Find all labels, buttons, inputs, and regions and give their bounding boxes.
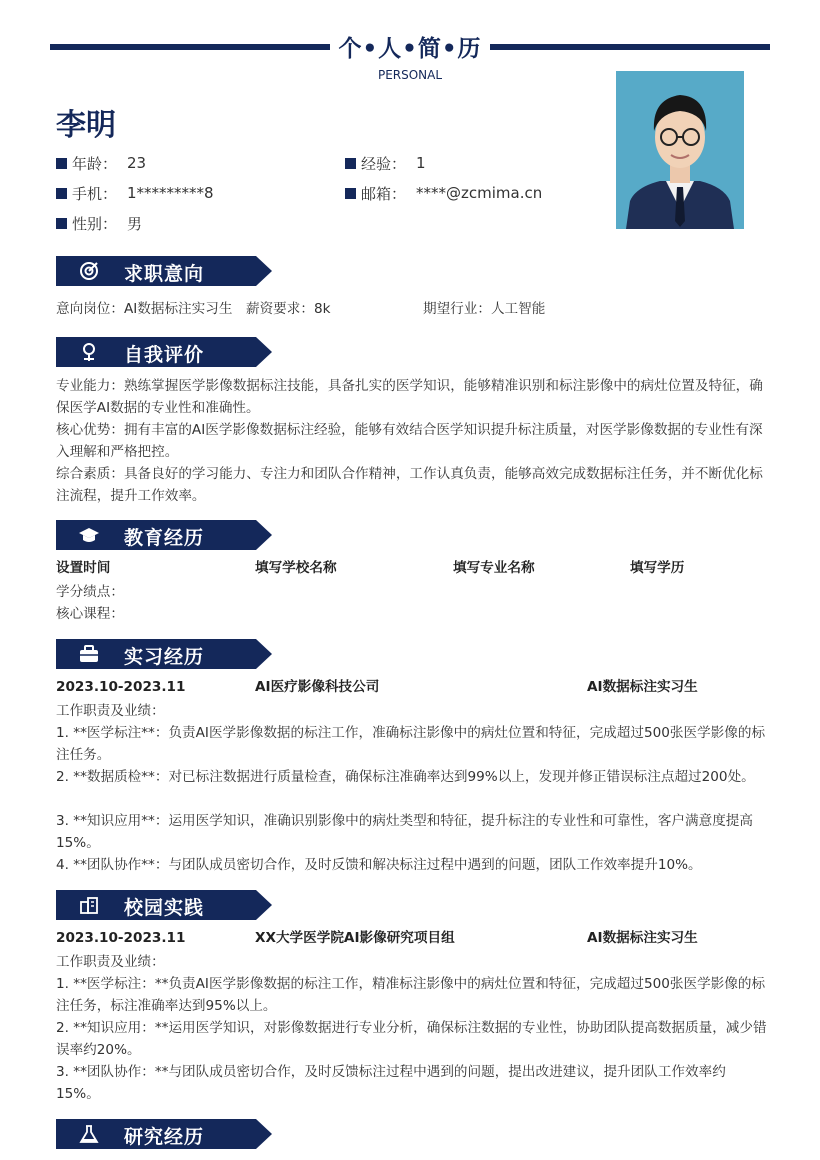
graduation-cap-icon	[78, 525, 100, 545]
phone-label: 手机：	[72, 184, 118, 203]
internship-company: AI医疗影像科技公司	[255, 679, 380, 695]
evaluation-item: 专业能力：熟练掌握医学影像数据标注技能，具备扎实的医学知识，能够精准识别和标注影像中的病灶位置及特征，确保医学AI数据的专业性和准确性。	[56, 378, 763, 416]
section-title: 实习经历	[124, 646, 205, 668]
briefcase-icon	[78, 644, 100, 664]
page-subtitle: PERSONAL	[377, 68, 443, 82]
education-school: 填写学校名称	[255, 560, 337, 576]
section-header-internship	[56, 639, 272, 669]
section-title: 研究经历	[124, 1126, 205, 1148]
flask-icon	[78, 1124, 100, 1144]
experience-label: 经验：	[361, 154, 407, 173]
internship-item: 2. **数据质检**：对已标注数据进行质量检查，确保标注准确率达到99%以上，发现并修正错误标注点超过200处。	[56, 769, 755, 785]
target-icon	[78, 261, 100, 281]
section-header-research	[56, 1119, 272, 1149]
profile-photo	[616, 71, 744, 229]
section-header-evaluation	[56, 337, 272, 367]
evaluation-item: 核心优势：拥有丰富的AI医学影像数据标注经验，能够有效结合医学知识提升标注质量，对医学影像数据的专业性有深入理解和严格把控。	[56, 422, 763, 460]
phone-value: 1*********8	[127, 184, 214, 202]
bullet-square-icon	[56, 158, 67, 169]
education-major: 填写专业名称	[453, 560, 535, 576]
title-bar-left	[50, 44, 330, 50]
campus-period: 2023.10-2023.11	[56, 930, 186, 946]
campus-item: 3. **团队协作：**与团队成员密切合作，及时反馈标注过程中遇到的问题，提出改进建议，提升团队工作效率约15%。	[56, 1064, 726, 1102]
page-title: 个•人•简•历	[338, 36, 482, 62]
candidate-name: 李明	[56, 108, 116, 143]
section-header-intention	[56, 256, 272, 286]
gender-value: 男	[127, 214, 143, 233]
section-title: 教育经历	[124, 527, 205, 549]
education-gpa-label: 学分绩点：	[56, 584, 124, 600]
education-courses-label: 核心课程：	[56, 606, 124, 622]
campus-item: 1. **医学标注：**负责AI医学影像数据的标注工作，精准标注影像中的病灶位置和特征，完成超过500张医学影像的标注任务，标注准确率达到95%以上。	[56, 976, 766, 1014]
bullet-square-icon	[345, 158, 356, 169]
info-email	[345, 183, 542, 203]
title-bar-right	[490, 44, 770, 50]
section-header-campus	[56, 890, 272, 920]
intention-industry: 期望行业：人工智能	[423, 301, 546, 317]
internship-item: 1. **医学标注**：负责AI医学影像数据的标注工作，准确标注影像中的病灶位置和特征，完成超过500张医学影像的标注任务。	[56, 725, 766, 763]
section-title: 求职意向	[124, 263, 205, 285]
section-title: 自我评价	[124, 344, 205, 366]
info-age	[56, 153, 146, 173]
section-header-education	[56, 520, 272, 550]
internship-item: 4. **团队协作**：与团队成员密切合作，及时反馈和解决标注过程中遇到的问题，团队工作效率提升10%。	[56, 857, 702, 873]
gender-label: 性别：	[72, 214, 118, 233]
internship-item: 3. **知识应用**：运用医学知识，准确识别影像中的病灶类型和特征，提升标注的专业性和可靠性，客户满意度提高15%。	[56, 813, 753, 851]
education-time: 设置时间	[56, 560, 111, 576]
bullet-square-icon	[56, 218, 67, 229]
age-value: 23	[127, 154, 147, 172]
email-label: 邮箱：	[361, 184, 407, 203]
bullet-square-icon	[56, 188, 67, 199]
award-icon	[78, 342, 100, 362]
evaluation-item: 综合素质：具备良好的学习能力、专注力和团队合作精神，工作认真负责，能够高效完成数据标注任务，并不断优化标注流程，提升工作效率。	[56, 466, 763, 504]
campus-org: XX大学医学院AI影像研究项目组	[255, 930, 455, 946]
intention-position: 意向岗位：AI数据标注实习生	[56, 301, 233, 317]
building-icon	[78, 895, 100, 915]
internship-period: 2023.10-2023.11	[56, 679, 186, 695]
campus-duty-label: 工作职责及业绩：	[56, 954, 165, 970]
internship-role: AI数据标注实习生	[587, 679, 698, 695]
email-value: ****@zcmima.cn	[416, 184, 543, 202]
campus-item: 2. **知识应用：**运用医学知识，对影像数据进行专业分析，确保标注数据的专业性，协助团队提高数据质量，减少错误率约20%。	[56, 1020, 767, 1058]
info-phone	[56, 183, 214, 203]
age-label: 年龄：	[72, 154, 118, 173]
internship-duty-label: 工作职责及业绩：	[56, 703, 165, 719]
section-title: 校园实践	[124, 897, 205, 919]
info-experience	[345, 153, 426, 173]
experience-value: 1	[416, 154, 426, 172]
campus-role: AI数据标注实习生	[587, 930, 698, 946]
info-gender	[56, 213, 142, 233]
intention-salary: 薪资要求：8k	[246, 301, 331, 317]
bullet-square-icon	[345, 188, 356, 199]
education-degree: 填写学历	[630, 560, 685, 576]
